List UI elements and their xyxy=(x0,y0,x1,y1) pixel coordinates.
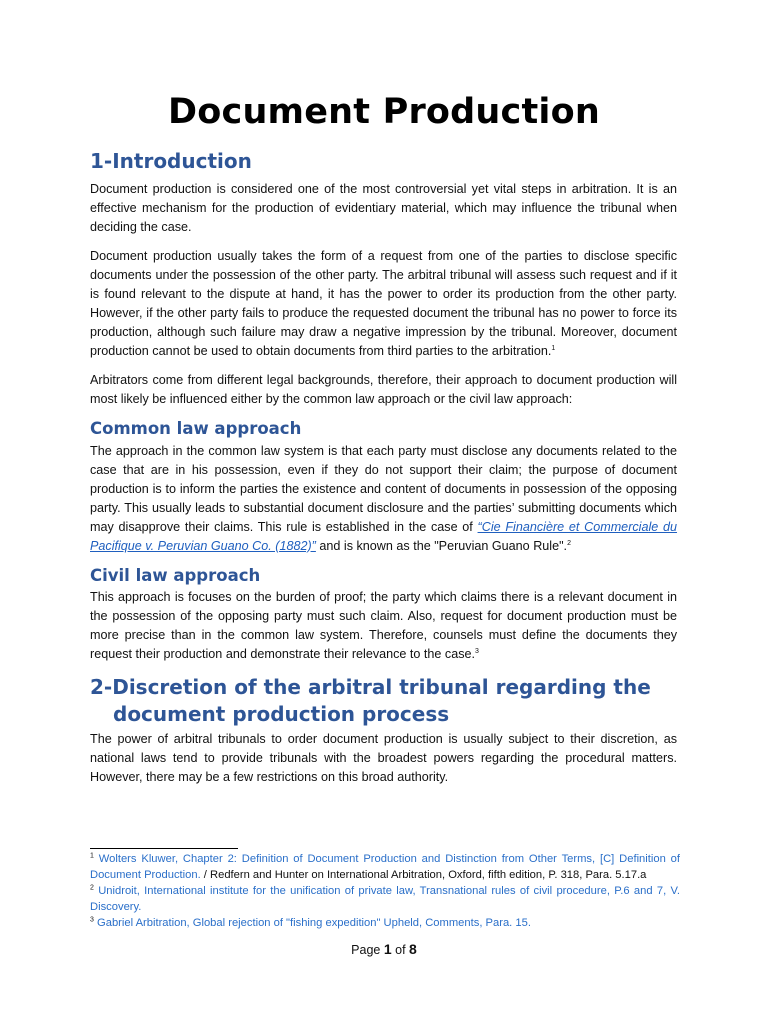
footnote-link[interactable]: Unidroit, International institute for the unification of private law, Transnational rules of civil procedure, P.6 and 7, V. Discovery. xyxy=(90,885,681,913)
common-law-text-end: and is known as the "Peruvian Guano Rule". xyxy=(315,538,568,553)
footnote-3 xyxy=(90,915,680,931)
document-title: Document Production xyxy=(168,92,600,132)
case-link[interactable]: “Cie Financière et Commerciale du Pacifique v. Peruvian Guano Co. (1882)” xyxy=(90,519,678,553)
section-heading-introduction: 1-Introduction xyxy=(90,149,252,173)
page-current: 1 xyxy=(383,941,392,957)
footnote-link[interactable]: Wolters Kluwer, Chapter 2: Definition of Document Production and Distinction from Other Terms, [C] Definition of Document Production. xyxy=(90,853,680,881)
page-of: of xyxy=(395,943,406,957)
common-law-paragraph xyxy=(90,442,677,556)
footnote-number: 1 xyxy=(90,852,94,860)
section-heading-discretion xyxy=(90,674,677,728)
section-heading-discretion-line-2: document production process xyxy=(113,702,450,727)
intro-paragraph-3: Arbitrators come from different legal backgrounds, therefore, their approach to document production will most likely be influenced either by the common law approach or the civil law approach: xyxy=(90,373,677,406)
footnote-text: / Redfern and Hunter on International Arbitration, Oxford, fifth edition, P. 318, Para. 5.17.a xyxy=(200,869,647,881)
footnote-2 xyxy=(90,883,680,915)
intro-paragraph-1: Document production is considered one of the most controversial yet vital steps in arbitration. It is an effective mechanism for the production of evidentiary material, which may influence the tribunal when deciding the case. xyxy=(90,182,677,234)
footnote-separator xyxy=(90,848,238,849)
footnote-ref-1[interactable]: 1 xyxy=(551,344,556,352)
page-label: Page xyxy=(351,943,381,957)
footnote-ref-2[interactable]: 2 xyxy=(567,539,571,547)
page-total: 8 xyxy=(409,941,417,957)
intro-paragraph-2 xyxy=(90,247,677,361)
common-law-text: The approach in the common law system is that each party must disclose any documents related to the case that are in his possession, even if they do not support their claim; the purpose of document production is to inform the parties the existence and content of documents in possession of the opposing party. This usually leads to substantial document disclosure and the parties’ submitting documents which may disapprove their claims. This rule is established in the case of xyxy=(90,443,677,534)
intro-paragraph-2-text: Document production usually takes the form of a request from one of the parties to disclose specific documents under the possession of the other party. The arbitral tribunal will assess such request and if it is found relevant to the dispute at hand, it has the power to order its production from the other party. However, if the other party fails to produce the requested document the tribunal has no power to force its production, although such failure may draw a negative impression by the tribunal. Moreover, document production cannot be used to obtain documents from third parties to the arbitration. xyxy=(90,249,677,358)
footnote-ref-3[interactable]: 3 xyxy=(475,648,479,656)
page-number xyxy=(0,941,768,957)
discretion-paragraph: The power of arbitral tribunals to order document production is usually subject to their discretion, as national laws tend to provide tribunals with the broadest powers regarding the procedural matters. However, there may be a few restrictions on this broad authority. xyxy=(90,732,677,785)
footnote-link[interactable]: Gabriel Arbitration, Global rejection of "fishing expedition" Upheld, Comments, Para. 15. xyxy=(97,917,531,929)
civil-law-paragraph xyxy=(90,588,677,664)
footnote-1 xyxy=(90,851,680,883)
section-heading-discretion-line-1: 2-Discretion of the arbitral tribunal regarding the xyxy=(90,675,651,700)
subheading-common-law: Common law approach xyxy=(90,419,302,438)
footnote-number: 2 xyxy=(90,884,94,892)
footnotes xyxy=(90,851,680,931)
civil-law-text: This approach is focuses on the burden of proof; the party which claims there is a relevant document in the possession of the opposing party must such claim. Also, request for document production must be more precise than in the common law system. Therefore, counsels must define the documents they request their production and demonstrate their relevance to the case. xyxy=(90,590,677,662)
subheading-civil-law: Civil law approach xyxy=(90,565,261,585)
document-body xyxy=(90,148,677,797)
footnote-number: 3 xyxy=(90,916,94,924)
